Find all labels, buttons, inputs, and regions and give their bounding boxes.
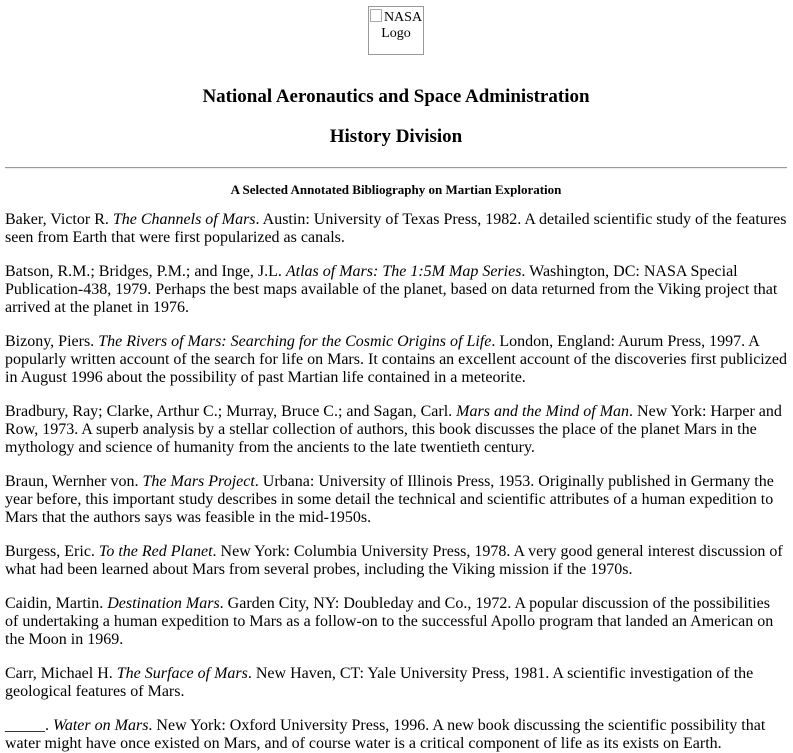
entry-author: Bradbury, Ray; Clarke, Arthur C.; Murray, Bruce C.; and Sagan, Carl. [5, 403, 457, 420]
entry-title: To the Red Planet [98, 543, 213, 560]
entry-author: Bizony, Piers. [5, 333, 99, 350]
entry-title: Water on Mars [53, 717, 149, 734]
entry-title: The Surface of Mars [116, 665, 248, 682]
entry-annotation: . Urbana: University of Illinois Press, 1953. Originally published in Germany the year before, this important study describes in some detail the technical and scientific attributes of a human expedition to Mars that the authors says was feasible in the mid-1950s. [5, 473, 774, 526]
logo-container [5, 0, 787, 55]
logo-alt-text: NASA Logo [381, 10, 423, 41]
bibliography-entry [5, 211, 787, 247]
bibliography-list [5, 211, 787, 753]
bibliography-entry [5, 403, 787, 457]
entry-title: Mars and the Mind of Man [456, 403, 630, 420]
entry-author: Burgess, Eric. [5, 543, 99, 560]
entry-title: The Mars Project [142, 473, 255, 490]
organization-title: National Aeronautics and Space Administration [202, 86, 590, 107]
bibliography-entry [5, 473, 787, 527]
bibliography-entry [5, 543, 787, 579]
entry-annotation: . New Haven, CT: Yale University Press, 1981. A scientific investigation of the geological features of Mars. [5, 665, 754, 700]
entry-title: Atlas of Mars: The 1:5M Map Series [285, 263, 522, 280]
entry-title: The Rivers of Mars: Searching for the Cosmic Origins of Life [98, 333, 492, 350]
entry-annotation: . New York: Harper and Row, 1973. A superb analysis by a stellar collection of authors, this book discusses the place of the planet Mars in the mythology and science of humanity from the ancients to the late twentieth century. [5, 403, 782, 456]
entry-author: Carr, Michael H. [5, 665, 117, 682]
entry-annotation: . New York: Columbia University Press, 1978. A very good general interest discussion of what had been learned about Mars from several probes, including the Viking mission if the 1970s. [5, 543, 783, 578]
entry-annotation: . New York: Oxford University Press, 1996. A new book discussing the scientific possibility that water might have once existed on Mars, and of course water is a critical component of life as its exists on Earth. [5, 717, 766, 752]
entry-author: _____. [5, 717, 53, 734]
divider [5, 167, 787, 169]
entry-author: Baker, Victor R. [5, 211, 113, 228]
broken-image-icon [370, 9, 382, 22]
bibliography-entry [5, 333, 787, 387]
division-title: History Division [329, 126, 463, 147]
bibliography-entry [5, 595, 787, 649]
entry-annotation: . Garden City, NY: Doubleday and Co., 1972. A popular discussion of the possibilities of undertaking a human expedition to Mars as a follow-on to the successful Apollo program that landed an American on the Moon in 1969. [5, 595, 774, 648]
bibliography-entry [5, 717, 787, 753]
entry-annotation: . Washington, DC: NASA Special Publication-438, 1979. Perhaps the best maps available of the planet, based on data returned from the Viking project that arrived at the planet in 1976. [5, 263, 778, 316]
entry-title: The Channels of Mars [112, 211, 256, 228]
entry-author: Batson, R.M.; Bridges, P.M.; and Inge, J.L. [5, 263, 286, 280]
entry-annotation: . London, England: Aurum Press, 1997. A popularly written account of the search for life on Mars. It contains an excellent account of the discoveries first publicized in August 1996 about the possibility of past Martian life contained in a meteorite. [5, 333, 787, 386]
bibliography-entry [5, 263, 787, 317]
bibliography-title: A Selected Annotated Bibliography on Martian Exploration [230, 182, 562, 197]
entry-author: Braun, Wernher von. [5, 473, 143, 490]
entry-author: Caidin, Martin. [5, 595, 108, 612]
nasa-logo-image [368, 6, 424, 55]
bibliography-entry [5, 665, 787, 701]
entry-annotation: . Austin: University of Texas Press, 1982. A detailed scientific study of the features seen from Earth that were first popularized as canals. [5, 211, 787, 246]
entry-title: Destination Mars [107, 595, 220, 612]
